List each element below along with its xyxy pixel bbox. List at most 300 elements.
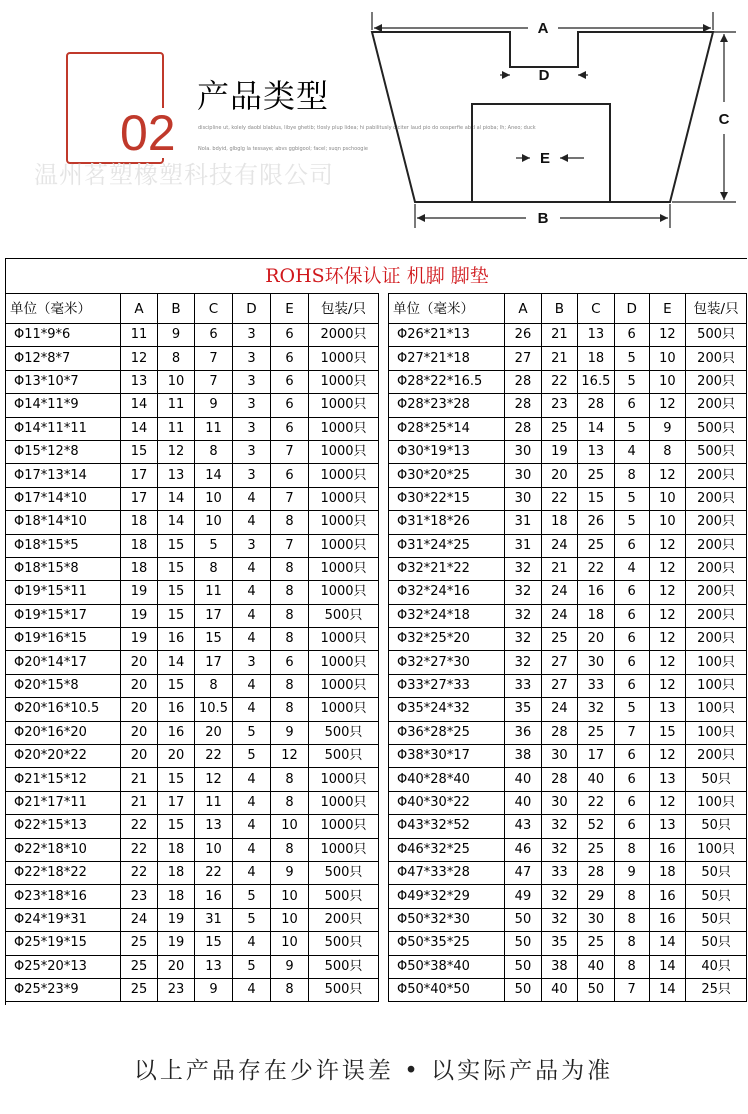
value-cell: 1000只 bbox=[309, 417, 379, 440]
table-row bbox=[6, 978, 379, 1001]
value-cell: 22 bbox=[541, 487, 577, 510]
value-cell: 30 bbox=[578, 651, 614, 674]
value-cell: 8 bbox=[614, 955, 649, 978]
value-cell: 3 bbox=[233, 534, 271, 557]
value-cell: 40 bbox=[505, 768, 541, 791]
value-cell: 18 bbox=[649, 861, 685, 884]
value-cell: 100只 bbox=[686, 791, 747, 814]
value-cell: 26 bbox=[505, 324, 541, 347]
value-cell: 35 bbox=[505, 698, 541, 721]
value-cell: 8 bbox=[271, 698, 309, 721]
model-cell: Φ14*11*9 bbox=[6, 394, 121, 417]
value-cell: 25 bbox=[578, 932, 614, 955]
value-cell: 18 bbox=[158, 861, 195, 884]
value-cell: 32 bbox=[505, 581, 541, 604]
table-row bbox=[389, 908, 747, 931]
value-cell: 17 bbox=[578, 745, 614, 768]
value-cell: 7 bbox=[271, 534, 309, 557]
value-cell: 5 bbox=[614, 370, 649, 393]
table-row bbox=[6, 394, 379, 417]
value-cell: 8 bbox=[271, 978, 309, 1001]
value-cell: 9 bbox=[649, 417, 685, 440]
value-cell: 200只 bbox=[686, 370, 747, 393]
value-cell: 4 bbox=[233, 557, 271, 580]
value-cell: 12 bbox=[158, 440, 195, 463]
table-row bbox=[389, 838, 747, 861]
value-cell: 25 bbox=[121, 978, 158, 1001]
value-cell: 6 bbox=[271, 394, 309, 417]
value-cell: 1000只 bbox=[309, 557, 379, 580]
value-cell: 43 bbox=[505, 815, 541, 838]
value-cell: 12 bbox=[649, 581, 685, 604]
value-cell: 500只 bbox=[686, 324, 747, 347]
column-header: E bbox=[649, 294, 685, 324]
value-cell: 18 bbox=[578, 604, 614, 627]
model-cell: Φ17*14*10 bbox=[6, 487, 121, 510]
value-cell: 6 bbox=[271, 324, 309, 347]
value-cell: 21 bbox=[121, 768, 158, 791]
model-cell: Φ36*28*25 bbox=[389, 721, 505, 744]
table-row bbox=[389, 815, 747, 838]
value-cell: 38 bbox=[505, 745, 541, 768]
model-cell: Φ50*35*25 bbox=[389, 932, 505, 955]
value-cell: 1000只 bbox=[309, 464, 379, 487]
value-cell: 19 bbox=[121, 628, 158, 651]
value-cell: 19 bbox=[541, 440, 577, 463]
value-cell: 30 bbox=[505, 487, 541, 510]
value-cell: 500只 bbox=[309, 932, 379, 955]
dim-label-d: D bbox=[538, 67, 550, 84]
value-cell: 5 bbox=[233, 721, 271, 744]
value-cell: 10 bbox=[649, 487, 685, 510]
model-cell: Φ35*24*32 bbox=[389, 698, 505, 721]
value-cell: 14 bbox=[158, 651, 195, 674]
value-cell: 32 bbox=[505, 651, 541, 674]
dim-label-b: B bbox=[537, 210, 549, 227]
table-row bbox=[389, 698, 747, 721]
model-cell: Φ23*18*16 bbox=[6, 885, 121, 908]
value-cell: 11 bbox=[195, 581, 233, 604]
value-cell: 15 bbox=[158, 581, 195, 604]
value-cell: 6 bbox=[614, 581, 649, 604]
value-cell: 8 bbox=[271, 604, 309, 627]
value-cell: 10 bbox=[195, 487, 233, 510]
value-cell: 30 bbox=[541, 791, 577, 814]
value-cell: 4 bbox=[233, 628, 271, 651]
value-cell: 10 bbox=[271, 932, 309, 955]
value-cell: 7 bbox=[614, 978, 649, 1001]
value-cell: 6 bbox=[271, 651, 309, 674]
model-cell: Φ30*22*15 bbox=[389, 487, 505, 510]
model-cell: Φ31*18*26 bbox=[389, 511, 505, 534]
value-cell: 6 bbox=[614, 651, 649, 674]
value-cell: 15 bbox=[649, 721, 685, 744]
value-cell: 16 bbox=[578, 581, 614, 604]
value-cell: 27 bbox=[541, 651, 577, 674]
dim-label-a: A bbox=[537, 20, 549, 37]
value-cell: 21 bbox=[541, 557, 577, 580]
value-cell: 500只 bbox=[309, 978, 379, 1001]
value-cell: 9 bbox=[195, 394, 233, 417]
table-row bbox=[6, 955, 379, 978]
value-cell: 33 bbox=[541, 861, 577, 884]
value-cell: 17 bbox=[158, 791, 195, 814]
value-cell: 7 bbox=[271, 487, 309, 510]
value-cell: 8 bbox=[271, 628, 309, 651]
table-row bbox=[389, 487, 747, 510]
model-cell: Φ25*23*9 bbox=[6, 978, 121, 1001]
value-cell: 50 bbox=[505, 978, 541, 1001]
table-row bbox=[6, 721, 379, 744]
model-cell: Φ47*33*28 bbox=[389, 861, 505, 884]
value-cell: 10 bbox=[271, 885, 309, 908]
model-cell: Φ18*14*10 bbox=[6, 511, 121, 534]
model-cell: Φ27*21*18 bbox=[389, 347, 505, 370]
model-cell: Φ14*11*11 bbox=[6, 417, 121, 440]
value-cell: 10 bbox=[158, 370, 195, 393]
value-cell: 9 bbox=[158, 324, 195, 347]
value-cell: 18 bbox=[121, 511, 158, 534]
value-cell: 10 bbox=[649, 511, 685, 534]
table-row bbox=[389, 745, 747, 768]
section-number: 02 bbox=[120, 105, 176, 161]
value-cell: 8 bbox=[271, 768, 309, 791]
value-cell: 46 bbox=[505, 838, 541, 861]
value-cell: 8 bbox=[195, 557, 233, 580]
value-cell: 3 bbox=[233, 651, 271, 674]
model-cell: Φ40*30*22 bbox=[389, 791, 505, 814]
table-row bbox=[6, 745, 379, 768]
model-cell: Φ33*27*33 bbox=[389, 674, 505, 697]
model-cell: Φ13*10*7 bbox=[6, 370, 121, 393]
value-cell: 31 bbox=[195, 908, 233, 931]
value-cell: 28 bbox=[505, 394, 541, 417]
value-cell: 8 bbox=[614, 908, 649, 931]
value-cell: 6 bbox=[614, 791, 649, 814]
value-cell: 5 bbox=[233, 955, 271, 978]
table-row bbox=[6, 768, 379, 791]
value-cell: 24 bbox=[121, 908, 158, 931]
table-row bbox=[389, 557, 747, 580]
value-cell: 32 bbox=[541, 885, 577, 908]
value-cell: 17 bbox=[121, 487, 158, 510]
value-cell: 5 bbox=[233, 885, 271, 908]
table-row bbox=[6, 417, 379, 440]
value-cell: 40只 bbox=[686, 955, 747, 978]
value-cell: 15 bbox=[158, 674, 195, 697]
value-cell: 14 bbox=[649, 978, 685, 1001]
value-cell: 7 bbox=[271, 440, 309, 463]
value-cell: 9 bbox=[271, 955, 309, 978]
value-cell: 1000只 bbox=[309, 838, 379, 861]
value-cell: 23 bbox=[541, 394, 577, 417]
value-cell: 32 bbox=[541, 838, 577, 861]
value-cell: 16 bbox=[158, 628, 195, 651]
value-cell: 8 bbox=[614, 464, 649, 487]
value-cell: 20 bbox=[121, 721, 158, 744]
value-cell: 50 bbox=[505, 932, 541, 955]
value-cell: 8 bbox=[614, 885, 649, 908]
table-row bbox=[6, 347, 379, 370]
value-cell: 14 bbox=[121, 394, 158, 417]
value-cell: 16 bbox=[195, 885, 233, 908]
table-row bbox=[6, 440, 379, 463]
value-cell: 200只 bbox=[686, 557, 747, 580]
table-row bbox=[389, 628, 747, 651]
table-row bbox=[389, 464, 747, 487]
spec-table bbox=[5, 258, 747, 1005]
model-cell: Φ32*27*30 bbox=[389, 651, 505, 674]
value-cell: 6 bbox=[271, 370, 309, 393]
value-cell: 15 bbox=[578, 487, 614, 510]
table-row bbox=[389, 324, 747, 347]
model-cell: Φ28*25*14 bbox=[389, 417, 505, 440]
value-cell: 12 bbox=[649, 534, 685, 557]
value-cell: 5 bbox=[614, 417, 649, 440]
value-cell: 12 bbox=[649, 651, 685, 674]
value-cell: 30 bbox=[505, 440, 541, 463]
value-cell: 20 bbox=[121, 745, 158, 768]
table-title: ROHS环保认证 机脚 脚垫 bbox=[265, 265, 489, 287]
value-cell: 29 bbox=[578, 885, 614, 908]
table-row bbox=[6, 557, 379, 580]
table-row bbox=[389, 651, 747, 674]
model-cell: Φ28*23*28 bbox=[389, 394, 505, 417]
model-cell: Φ19*15*17 bbox=[6, 604, 121, 627]
table-row bbox=[6, 698, 379, 721]
value-cell: 12 bbox=[649, 557, 685, 580]
table-row bbox=[6, 651, 379, 674]
column-header: E bbox=[271, 294, 309, 324]
value-cell: 32 bbox=[505, 557, 541, 580]
dim-label-c: C bbox=[718, 111, 730, 128]
value-cell: 35 bbox=[541, 932, 577, 955]
value-cell: 18 bbox=[158, 838, 195, 861]
value-cell: 33 bbox=[505, 674, 541, 697]
value-cell: 6 bbox=[614, 768, 649, 791]
table-row bbox=[389, 932, 747, 955]
value-cell: 19 bbox=[158, 932, 195, 955]
value-cell: 15 bbox=[195, 932, 233, 955]
value-cell: 3 bbox=[233, 324, 271, 347]
value-cell: 12 bbox=[649, 464, 685, 487]
table-row bbox=[389, 347, 747, 370]
table-row bbox=[6, 674, 379, 697]
value-cell: 200只 bbox=[309, 908, 379, 931]
value-cell: 25 bbox=[578, 721, 614, 744]
table-row bbox=[389, 604, 747, 627]
value-cell: 9 bbox=[271, 721, 309, 744]
value-cell: 50 bbox=[505, 908, 541, 931]
value-cell: 13 bbox=[649, 698, 685, 721]
model-cell: Φ26*21*13 bbox=[389, 324, 505, 347]
value-cell: 500只 bbox=[309, 721, 379, 744]
value-cell: 12 bbox=[649, 628, 685, 651]
table-row bbox=[6, 534, 379, 557]
value-cell: 1000只 bbox=[309, 581, 379, 604]
value-cell: 12 bbox=[649, 604, 685, 627]
table-row bbox=[389, 955, 747, 978]
value-cell: 15 bbox=[158, 557, 195, 580]
value-cell: 4 bbox=[233, 838, 271, 861]
column-header: C bbox=[578, 294, 614, 324]
value-cell: 500只 bbox=[309, 604, 379, 627]
value-cell: 200只 bbox=[686, 604, 747, 627]
table-header-row bbox=[389, 294, 747, 324]
value-cell: 15 bbox=[158, 768, 195, 791]
value-cell: 10 bbox=[195, 838, 233, 861]
value-cell: 3 bbox=[233, 394, 271, 417]
model-cell: Φ50*40*50 bbox=[389, 978, 505, 1001]
value-cell: 4 bbox=[233, 511, 271, 534]
model-cell: Φ49*32*29 bbox=[389, 885, 505, 908]
value-cell: 52 bbox=[578, 815, 614, 838]
value-cell: 4 bbox=[233, 674, 271, 697]
value-cell: 22 bbox=[578, 791, 614, 814]
value-cell: 100只 bbox=[686, 651, 747, 674]
model-cell: Φ25*19*15 bbox=[6, 932, 121, 955]
value-cell: 7 bbox=[195, 347, 233, 370]
value-cell: 3 bbox=[233, 440, 271, 463]
value-cell: 50 bbox=[578, 978, 614, 1001]
value-cell: 32 bbox=[505, 604, 541, 627]
value-cell: 7 bbox=[195, 370, 233, 393]
value-cell: 5 bbox=[614, 347, 649, 370]
value-cell: 18 bbox=[121, 534, 158, 557]
model-cell: Φ38*30*17 bbox=[389, 745, 505, 768]
value-cell: 25 bbox=[578, 464, 614, 487]
value-cell: 22 bbox=[121, 838, 158, 861]
column-header: 包装/只 bbox=[309, 294, 379, 324]
value-cell: 1000只 bbox=[309, 370, 379, 393]
value-cell: 6 bbox=[614, 745, 649, 768]
value-cell: 200只 bbox=[686, 628, 747, 651]
dim-label-e: E bbox=[539, 150, 551, 167]
model-cell: Φ19*16*15 bbox=[6, 628, 121, 651]
value-cell: 9 bbox=[614, 861, 649, 884]
value-cell: 18 bbox=[578, 347, 614, 370]
value-cell: 19 bbox=[158, 908, 195, 931]
value-cell: 16 bbox=[158, 698, 195, 721]
table-row bbox=[389, 370, 747, 393]
table-row bbox=[389, 861, 747, 884]
value-cell: 12 bbox=[121, 347, 158, 370]
value-cell: 20 bbox=[121, 698, 158, 721]
value-cell: 4 bbox=[614, 440, 649, 463]
value-cell: 4 bbox=[233, 698, 271, 721]
table-header-row bbox=[6, 294, 379, 324]
value-cell: 23 bbox=[158, 978, 195, 1001]
table-row bbox=[6, 908, 379, 931]
value-cell: 5 bbox=[233, 908, 271, 931]
value-cell: 5 bbox=[195, 534, 233, 557]
value-cell: 100只 bbox=[686, 838, 747, 861]
value-cell: 22 bbox=[195, 861, 233, 884]
value-cell: 11 bbox=[121, 324, 158, 347]
value-cell: 27 bbox=[541, 674, 577, 697]
decorative-caption-1: discipline ut, kolely daobl blablus, libye ghetib; tlosly plup lidea; hi pabilitusly oiciter laud pio do oosperfie abcl al pioba; lh; Aneo; duck bbox=[198, 125, 536, 131]
column-header: D bbox=[614, 294, 649, 324]
value-cell: 50只 bbox=[686, 932, 747, 955]
value-cell: 17 bbox=[121, 464, 158, 487]
value-cell: 47 bbox=[505, 861, 541, 884]
value-cell: 1000只 bbox=[309, 651, 379, 674]
table-row bbox=[389, 511, 747, 534]
value-cell: 25 bbox=[578, 838, 614, 861]
value-cell: 14 bbox=[158, 487, 195, 510]
model-cell: Φ31*24*25 bbox=[389, 534, 505, 557]
model-cell: Φ21*15*12 bbox=[6, 768, 121, 791]
value-cell: 25只 bbox=[686, 978, 747, 1001]
value-cell: 13 bbox=[649, 815, 685, 838]
value-cell: 4 bbox=[233, 932, 271, 955]
value-cell: 5 bbox=[233, 745, 271, 768]
value-cell: 24 bbox=[541, 604, 577, 627]
value-cell: 5 bbox=[614, 511, 649, 534]
value-cell: 17 bbox=[195, 651, 233, 674]
model-cell: Φ11*9*6 bbox=[6, 324, 121, 347]
table-row bbox=[389, 417, 747, 440]
value-cell: 20 bbox=[541, 464, 577, 487]
value-cell: 50只 bbox=[686, 885, 747, 908]
value-cell: 50只 bbox=[686, 908, 747, 931]
value-cell: 25 bbox=[578, 534, 614, 557]
decorative-caption-2: Nola. bdyid, glbglg la tessaye; abvs ggbigool; facel; suqn pschoogie bbox=[198, 146, 368, 152]
value-cell: 32 bbox=[505, 628, 541, 651]
value-cell: 1000只 bbox=[309, 698, 379, 721]
value-cell: 200只 bbox=[686, 581, 747, 604]
model-cell: Φ40*28*40 bbox=[389, 768, 505, 791]
value-cell: 5 bbox=[614, 487, 649, 510]
table-row bbox=[389, 885, 747, 908]
value-cell: 11 bbox=[158, 394, 195, 417]
table-row bbox=[6, 324, 379, 347]
value-cell: 8 bbox=[649, 440, 685, 463]
value-cell: 22 bbox=[121, 815, 158, 838]
value-cell: 50只 bbox=[686, 815, 747, 838]
model-cell: Φ18*15*5 bbox=[6, 534, 121, 557]
value-cell: 10 bbox=[271, 815, 309, 838]
value-cell: 16.5 bbox=[578, 370, 614, 393]
value-cell: 30 bbox=[541, 745, 577, 768]
value-cell: 200只 bbox=[686, 745, 747, 768]
value-cell: 20 bbox=[195, 721, 233, 744]
page-title: 产品类型 bbox=[197, 77, 330, 115]
value-cell: 8 bbox=[614, 932, 649, 955]
value-cell: 200只 bbox=[686, 464, 747, 487]
value-cell: 22 bbox=[578, 557, 614, 580]
value-cell: 12 bbox=[649, 394, 685, 417]
value-cell: 15 bbox=[195, 628, 233, 651]
company-watermark: 温州茗塑橡塑科技有限公司 bbox=[34, 161, 334, 189]
value-cell: 12 bbox=[195, 768, 233, 791]
value-cell: 16 bbox=[158, 721, 195, 744]
model-cell: Φ46*32*25 bbox=[389, 838, 505, 861]
value-cell: 18 bbox=[541, 511, 577, 534]
value-cell: 14 bbox=[158, 511, 195, 534]
value-cell: 1000只 bbox=[309, 791, 379, 814]
value-cell: 4 bbox=[233, 978, 271, 1001]
value-cell: 1000只 bbox=[309, 768, 379, 791]
value-cell: 28 bbox=[578, 394, 614, 417]
value-cell: 8 bbox=[271, 511, 309, 534]
value-cell: 8 bbox=[195, 440, 233, 463]
column-header: D bbox=[233, 294, 271, 324]
value-cell: 10 bbox=[649, 347, 685, 370]
table-row bbox=[6, 487, 379, 510]
value-cell: 25 bbox=[121, 955, 158, 978]
value-cell: 10.5 bbox=[195, 698, 233, 721]
